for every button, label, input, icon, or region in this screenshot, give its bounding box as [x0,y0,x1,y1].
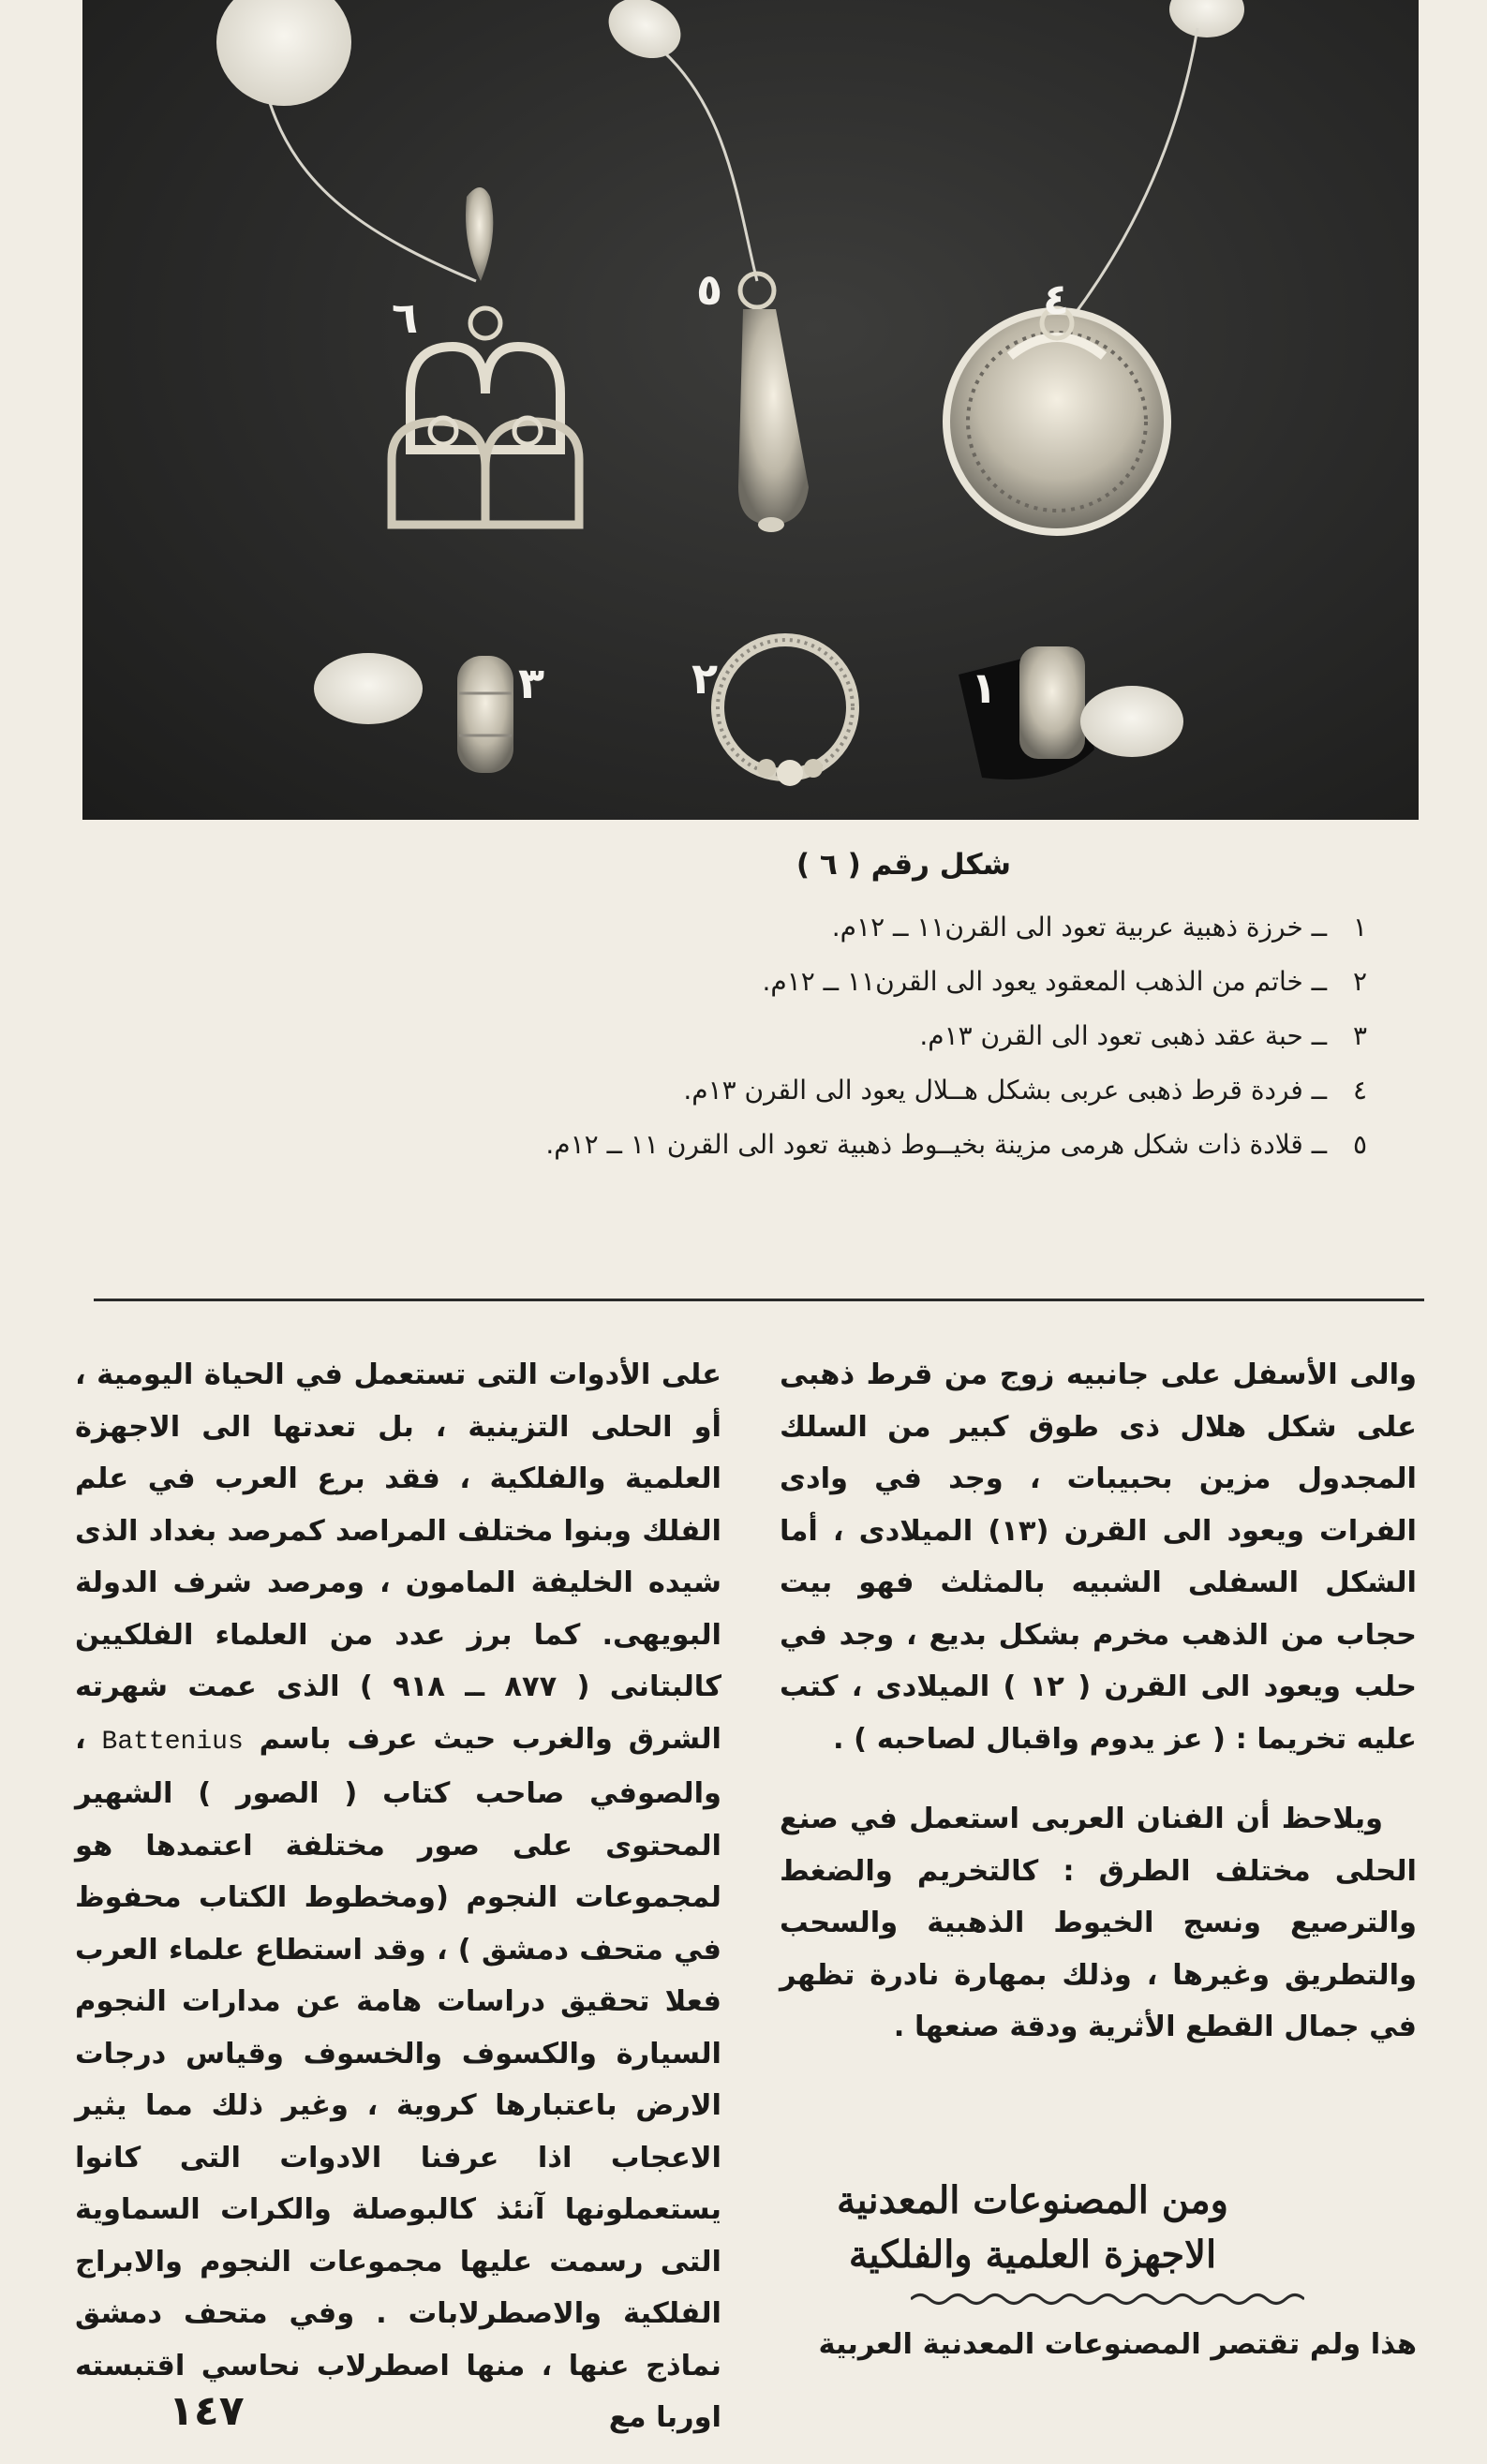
tag-top-left [216,0,351,106]
caption-item-5: ٥ ــ قلادة ذات شكل هرمى مزينة بخيــوط ذهبية تعود الى القرن ١١ ــ ١٢م. [545,1129,1367,1160]
label-4: ٤ [1043,274,1070,324]
heading-ornament [911,2291,1304,2308]
heading-line-1: ومن المصنوعات المعدنية [837,2178,1228,2222]
label-2: ٢ [691,653,719,704]
paragraph-metal-works-start: هذا ولم تقتصر المصنوعات المعدنية العربية [818,2328,1417,2361]
page-number: ١٤٧ [169,2387,245,2435]
label-6: ٦ [392,292,419,343]
paragraph-techniques: ويلاحظ أن الفنان العربى استعمل في صنع الحلى مختلف الطرق : كالتخريم والضغط والترصيع ونسج الخيوط الذهبية والسحب والتطريق وغيرها ، وذلك بمهارة نادرة تظهر في جمال القطع الأثرية ودقة صنعها . [780,1803,1417,2043]
caption-item-4: ٤ ــ فردة قرط ذهبى عربى بشكل هــلال يعود الى القرن ١٣م. [683,1075,1367,1106]
tag-bottom-right [1080,686,1183,757]
ring-2 [718,640,853,786]
jewelry-illustration [82,0,1419,820]
astronomy-text-part-1: على الأدوات التى تستعمل في الحياة اليومية ، أو الحلى التزينية ، بل تعدتها الى الاجهزة العلمية والفلكية ، فقد برع العرب في علم الفلك وبنوا مختلف المراصد كمرصد بغداد الذى شيده الخليفة المامون ، ومرصد شرف الدولة البويهى. كما برز عدد من العلماء الفلكيين كالبتانى ( ٨٧٧ ــ ٩١٨ ) الذى عمت شهرته الشرق والغرب حيث عرف باسم [75,1358,721,1756]
label-3: ٣ [518,658,545,708]
figure-caption [243,848,1367,1172]
text-column-left [75,1349,721,2444]
caption-item-2: ٢ ــ خاتم من الذهب المعقود يعود الى القرن١١ ــ ١٢م. [762,966,1367,997]
tag-bottom-left [314,653,423,724]
string-6 [270,103,476,281]
section-heading [780,2174,1286,2282]
paragraph-jewelry-description: والى الأسفل على جانبيه زوج من قرط ذهبى على شكل هلال ذى طوق كبير من السلك المجدول مزين بحبيبات ، وجد في وادى الفرات ويعود الى القرن (١٣) الميلادى ، أما الشكل السفلى الشبيه بالمثلث فهو بيت حجاب من الذهب مخرم بشكل بديع ، وجد في حلب ويعود الى القرن ( ١٢ ) الميلادى ، كتب عليه تخريما : ( عز يدوم واقبال لصاحبه ) . [780,1358,1417,1756]
string-4 [1057,28,1197,337]
horizontal-divider [94,1299,1424,1301]
astronomy-text-part-2: ، والصوفي صاحب كتاب ( الصور ) الشهير المحتوى على صور مختلفة اعتمدها هو لمجموعات النجوم (ومخطوط الكتاب محفوظ في متحف دمشق ) ، وقد استطاع علماء العرب فعلا تحقيق دراسات هامة عن مدارات النجوم السيارة والكسوف والخسوف وقياس درجات الارض باعتبارها كروية ، وغير ذلك مما يثير الاعجاب اذا عرفنا الادوات التى كانوا يستعملونها آنئذ كالبوصلة والكرات السماوية التى رسمت عليها مجموعات النجوم والابراج الفلكية والاصطرلابات . وفي متحف دمشق نماذج عنها ، منها اصطرلاب نحاسي اقتبسته اوربا مع [75,1722,721,2434]
tag-top-middle [599,0,691,69]
jewelry-photograph [82,0,1419,820]
caption-title: شكل رقم ( ٦ ) [796,848,1011,882]
tag-top-right [1169,0,1244,37]
caption-item-1: ١ ــ خرزة ذهبية عربية تعود الى القرن١١ ــ ١٢م. [831,912,1367,943]
caption-item-3: ٣ ــ حبة عقد ذهبى تعود الى القرن ١٣م. [919,1020,1367,1051]
string-5 [663,52,757,281]
label-1: ١ [971,662,998,713]
text-column-right [780,1349,1417,2054]
label-5: ٥ [696,264,723,315]
paragraph-astronomy [75,1349,721,2444]
pendant-5 [738,274,809,532]
latin-name-battenius: Battenius [101,1727,244,1757]
heading-line-2: الاجهزة العلمية والفلكية [848,2233,1217,2277]
pendant-6 [392,187,579,525]
bead-3 [457,656,513,773]
earring-4 [946,308,1167,532]
